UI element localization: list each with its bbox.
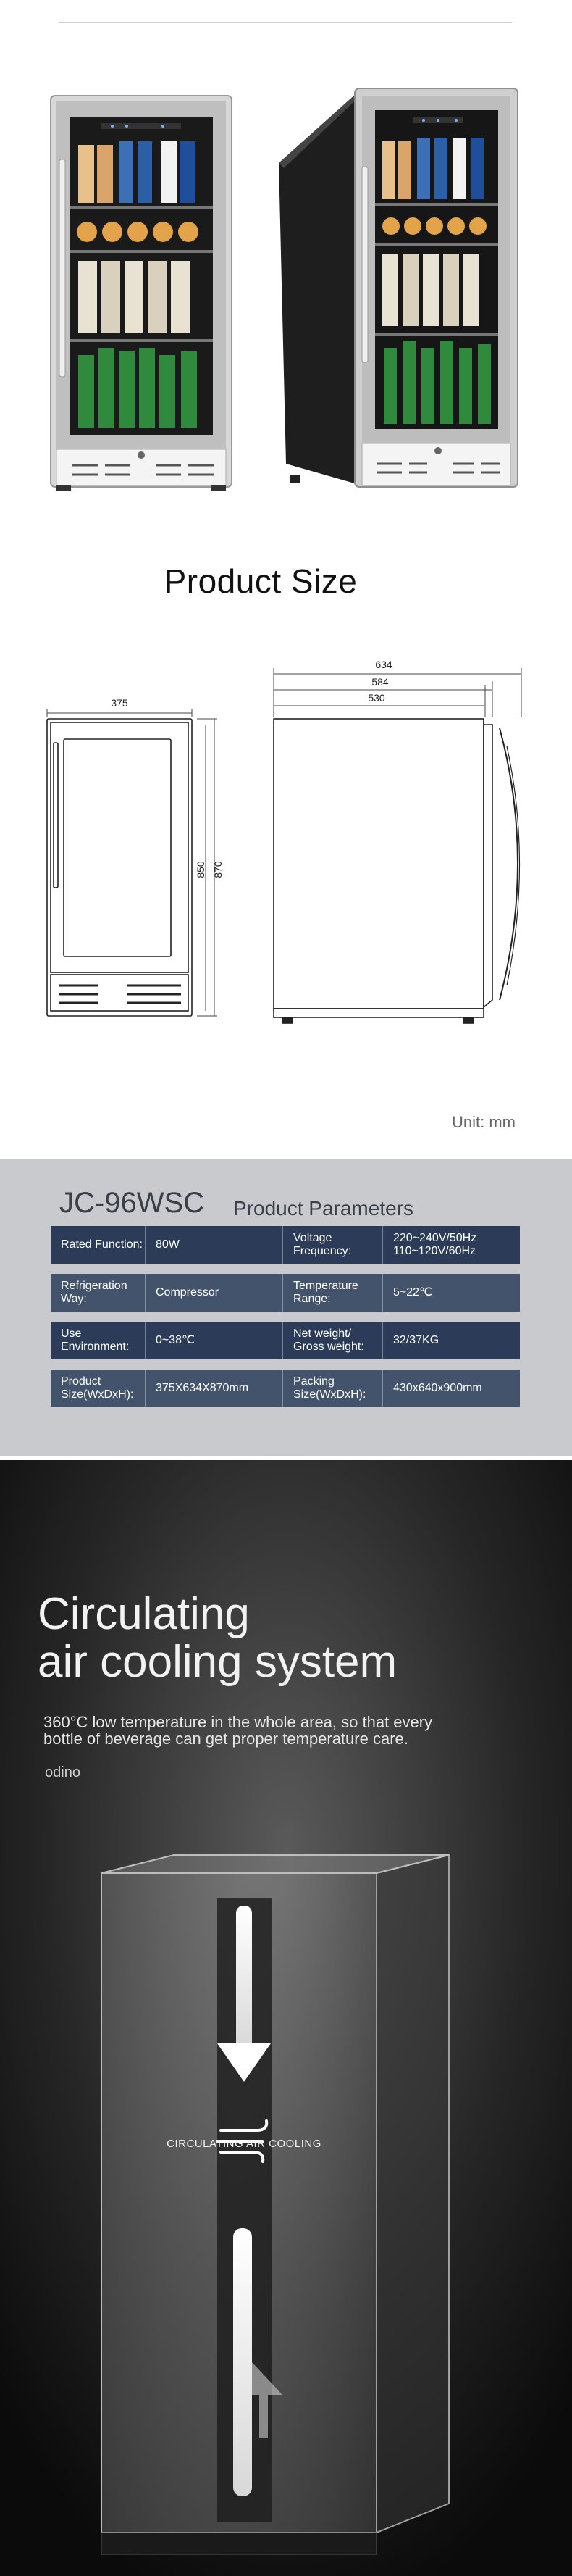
param-key: Refrigeration Way:: [61, 1280, 127, 1305]
fridge-illustrations: [0, 0, 572, 507]
fridge-angled: [279, 88, 518, 487]
cooling-description: 360°C low temperature in the whole area, so that every bottle of beverage can get proper temperature care.: [43, 1713, 433, 1748]
param-value: 32/37KG: [382, 1322, 520, 1359]
fridge-front: [51, 96, 232, 491]
dim-depth-body-label: 530: [368, 692, 385, 704]
param-key: Use Environment:: [61, 1327, 130, 1353]
param-row: [51, 1370, 520, 1407]
cooling-section: [0, 1460, 572, 2576]
param-row: [51, 1322, 520, 1359]
model-number: JC-96WSC: [59, 1187, 205, 1219]
param-value: 375X634X870mm: [145, 1370, 282, 1407]
param-value: 5~22℃: [382, 1274, 520, 1312]
dim-depth-handle-label: 584: [371, 676, 389, 688]
dimension-drawings: [0, 507, 572, 1101]
param-value: 430x640x900mm: [382, 1370, 520, 1407]
side-depth-dims: [274, 668, 521, 717]
brand-name: odino: [45, 1764, 80, 1780]
param-value: Compressor: [145, 1274, 282, 1312]
hero-section: [0, 0, 572, 507]
product-size-section: [0, 507, 572, 1138]
param-key: Temperature Range:: [282, 1274, 382, 1312]
dim-height-outer-label: 870: [212, 861, 224, 878]
param-key: Rated Function:: [61, 1238, 143, 1251]
param-key: Product Size(WxDxH):: [61, 1375, 134, 1401]
parameters-section: [0, 1159, 572, 1456]
unit-label: Unit: mm: [452, 1113, 516, 1131]
section-title: Product Size: [164, 562, 358, 600]
param-row: [51, 1274, 520, 1312]
cooling-title: [38, 1591, 397, 1686]
cooling-title-line1: Circulating: [38, 1589, 250, 1639]
param-key: Voltage Frequency:: [282, 1226, 382, 1264]
param-value: 220~240V/50Hz 110~120V/60Hz: [382, 1226, 520, 1264]
front-drawing: [47, 719, 192, 1016]
front-width-dim: [47, 709, 192, 717]
side-drawing: [274, 719, 520, 1023]
param-key: Packing Size(WxDxH):: [282, 1370, 382, 1407]
param-value: 80W: [145, 1226, 282, 1264]
cooling-title-line2: air cooling system: [38, 1637, 398, 1687]
dim-width-label: 375: [111, 697, 128, 709]
param-value: 0~38℃: [145, 1322, 282, 1359]
param-row: [51, 1226, 520, 1264]
parameters-heading: Product Parameters: [233, 1197, 413, 1220]
dim-depth-total-label: 634: [375, 659, 392, 670]
cooling-caption: CIRCULATING AIR COOLING: [167, 2138, 321, 2150]
param-key: Net weight/ Gross weight:: [282, 1322, 382, 1359]
dim-height-inner-label: 850: [195, 861, 206, 878]
